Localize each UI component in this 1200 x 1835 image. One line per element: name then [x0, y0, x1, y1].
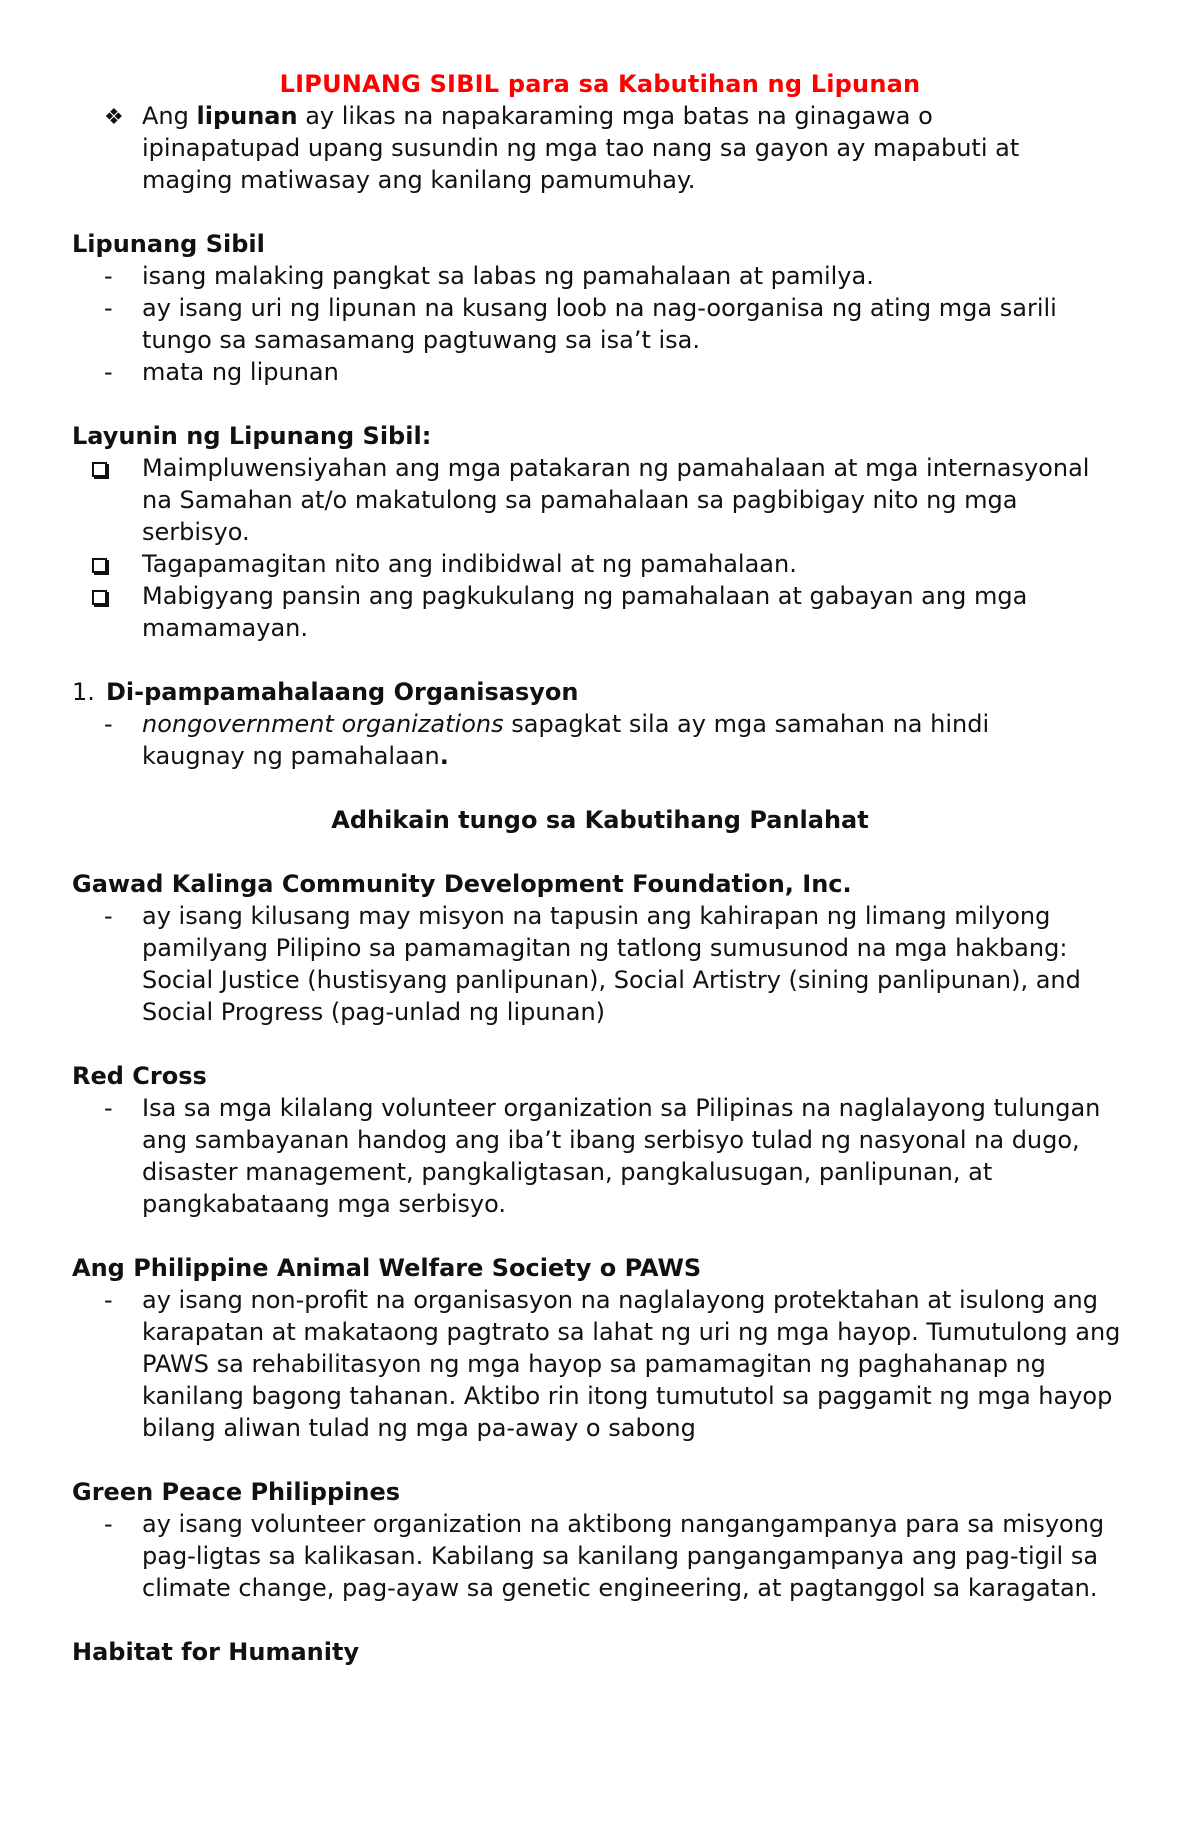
checkbox-bullet-icon [92, 548, 107, 580]
ngo-italic-term: nongovernment organizations [142, 710, 504, 738]
org-description: ay isang non-profit na organisasyon na naglalayong protektahan at isulong ang karapatan at makataong pagtrato sa lahat ng uri ng mga hayop. Tumutulong ang PAWS sa rehabilitasyon ng mga hayop sa pamamagitan ng paghahanap ng kanilang bagong tahanan. Aktibo rin itong tumututol sa paggamit ng mga hayop bilang aliwan tulad ng mga pa-away o sabong [142, 1286, 1121, 1442]
list-item: Maimpluwensiyahan ang mga patakaran ng pamahalaan at mga internasyonal na Samahan at/o makatulong sa pamahalaan sa pagbibigay nito ng mga serbisyo. [142, 454, 1090, 546]
dash-bullet-icon: - [104, 358, 113, 386]
list-item: ay isang uri ng lipunan na kusang loob na nag-oorganisa ng ating mga sarili tungo sa samasamang pagtuwang sa isa’t isa. [142, 294, 1057, 354]
intro-post: ay likas na napakaraming mga batas na ginagawa o ipinapatupad upang susundin ng mga tao nang sa gayon ay mapabuti at maging matiwasay ang kanilang pamumuhay. [142, 102, 1020, 194]
section-heading-layunin: Layunin ng Lipunang Sibil: [72, 422, 432, 450]
dash-bullet-icon: - [104, 262, 113, 290]
ngo-description [142, 708, 1082, 772]
list-number: 1. [72, 678, 95, 706]
intro-pre: Ang [142, 102, 197, 130]
dash-bullet-icon: - [104, 294, 113, 322]
dash-bullet-icon: - [104, 1510, 113, 1538]
dash-bullet-icon: - [104, 710, 113, 738]
org-heading-paws: Ang Philippine Animal Welfare Society o PAWS [72, 1254, 702, 1282]
org-description: ay isang volunteer organization na aktibong nangangampanya para sa misyong pag-ligtas sa kalikasan. Kabilang sa kanilang pangangampanya ang pag-tigil sa climate change, pag-ayaw sa genetic engineering, at pagtanggol sa karagatan. [142, 1510, 1105, 1602]
dash-bullet-icon: - [104, 902, 113, 930]
org-heading-red-cross: Red Cross [72, 1062, 207, 1090]
intro-paragraph [142, 100, 1092, 196]
list-item: mata ng lipunan [142, 358, 339, 386]
ngo-period: . [439, 742, 449, 770]
checkbox-bullet-icon [92, 452, 107, 484]
section-heading-adhikain: Adhikain tungo sa Kabutihang Panlahat [331, 806, 869, 834]
section-heading-ngo: Di-pampamahalaang Organisasyon [106, 678, 579, 706]
intro-bold-term: lipunan [196, 102, 298, 130]
org-description: Isa sa mga kilalang volunteer organization sa Pilipinas na naglalayong tulungan ang sambayanan handog ang iba’t ibang serbisyo tulad ng nasyonal na dugo, disaster management, pangkaligtasan, pangkalusugan, panlipunan, at pangkabataang mga serbisyo. [142, 1094, 1101, 1218]
org-description: ay isang kilusang may misyon na tapusin ang kahirapan ng limang milyong pamilyang Pilipino sa pamamagitan ng tatlong sumusunod na mga hakbang: Social Justice (hustisyang panlipunan), Social Artistry (sining panlipunan), and Social Progress (pag-unlad ng lipunan) [142, 902, 1081, 1026]
dash-bullet-icon: - [104, 1286, 113, 1314]
section-heading-lipunang-sibil: Lipunang Sibil [72, 230, 265, 258]
org-heading-habitat: Habitat for Humanity [72, 1638, 360, 1666]
list-item: Mabigyang pansin ang pagkukulang ng pamahalaan at gabayan ang mga mamamayan. [142, 582, 1028, 642]
diamond-bullet-icon: ❖ [104, 105, 124, 130]
org-heading-gawad-kalinga: Gawad Kalinga Community Development Foundation, Inc. [72, 870, 852, 898]
org-heading-green-peace: Green Peace Philippines [72, 1478, 401, 1506]
page-title: LIPUNANG SIBIL para sa Kabutihan ng Lipunan [279, 70, 921, 98]
ngo-text: sapagkat sila ay mga samahan na hindi kaugnay ng pamahalaan [142, 710, 990, 770]
list-item: Tagapamagitan nito ang indibidwal at ng pamahalaan. [142, 550, 797, 578]
list-item: isang malaking pangkat sa labas ng pamahalaan at pamilya. [142, 262, 874, 290]
dash-bullet-icon: - [104, 1094, 113, 1122]
checkbox-bullet-icon [92, 580, 107, 612]
